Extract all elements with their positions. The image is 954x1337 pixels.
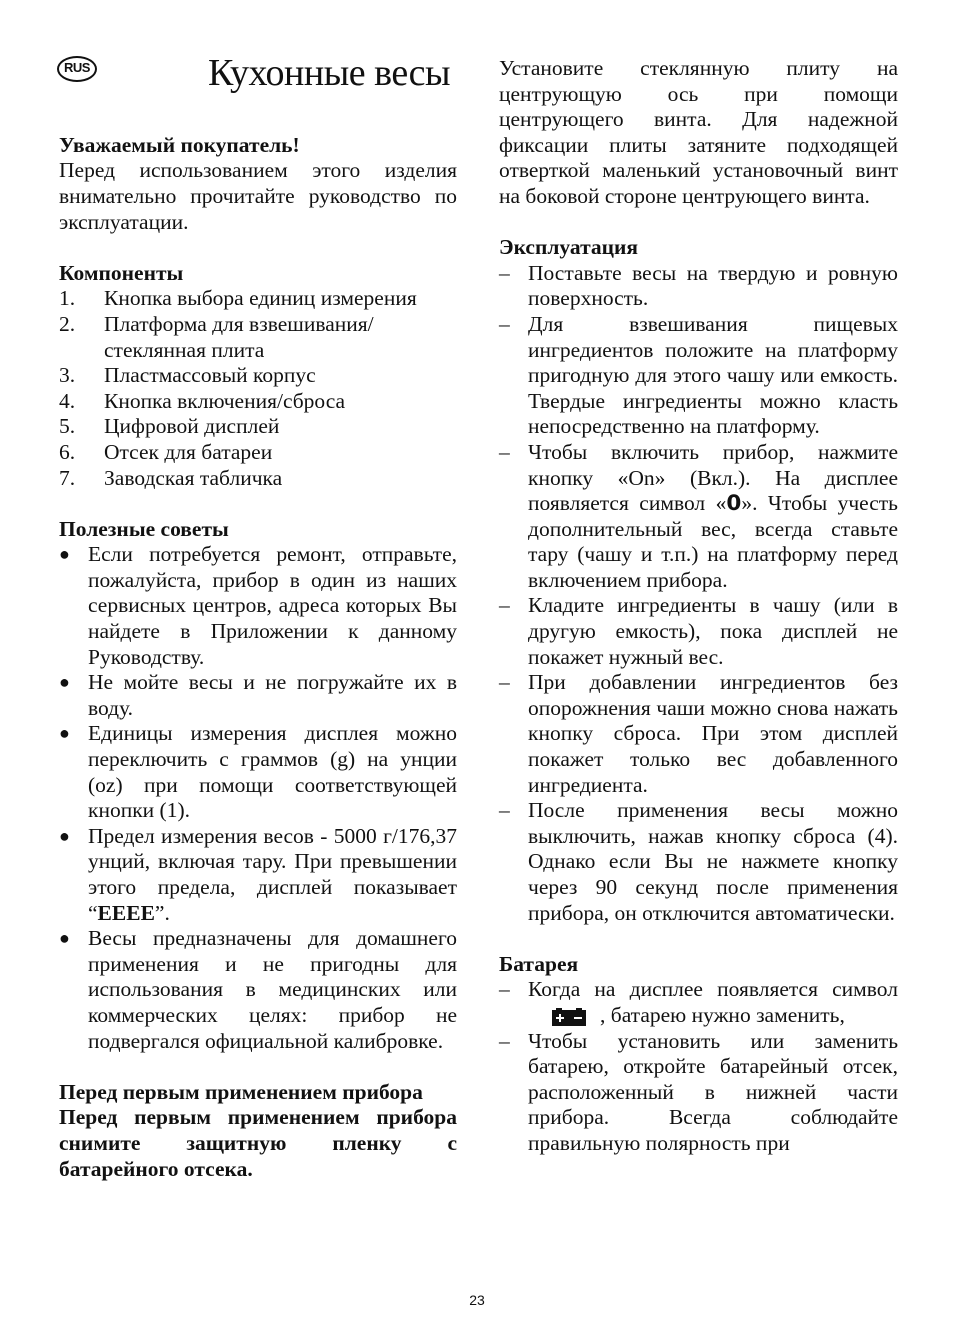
intro-heading: Уважаемый покупатель! [59,132,300,157]
list-item [59,721,457,823]
tips-heading: Полезные советы [59,516,229,541]
list-item [59,824,457,926]
list-item [499,1029,898,1157]
item-text: Весы предназначены для домашнего применения и не пригодны для использования в медицинских или коммерческих целях: прибор не подвергался официальной калибровке. [88,926,457,1053]
list-item [499,261,898,312]
item-text: После применения весы можно выключить, нажав кнопку сброса (4). Однако если Вы не нажмете кнопку через 90 секунд после применения прибора, он отключится автоматически. [528,798,898,925]
operation-list [499,261,898,926]
list-item [59,466,457,492]
item-text: Для взвешивания пищевых ингредиентов положите на платформу пригодную для этого чашу или емкость. Твердые ингредиенты можно класть непосредственно на платформу. [528,311,898,439]
item-number: 7. [59,465,76,490]
zero-symbol: 0 [726,491,742,517]
list-item [499,312,898,440]
intro-text: Перед использованием этого изделия внимательно прочитайте руководство по эксплуатации. [59,158,457,234]
dash-icon: – [499,670,510,695]
item-text: Пластмассовый корпус [104,363,316,388]
right-column [499,56,898,1157]
item-number: 4. [59,388,76,413]
bullet-icon: ● [59,544,70,565]
list-item [499,670,898,798]
list-item [59,286,457,312]
list-item [59,670,457,721]
list-item [499,440,898,594]
error-code: EEEE [97,900,155,925]
item-text: Если потребуется ремонт, отправьте, пожалуйста, прибор в один из наших сервисных центров, адреса которых Вы найдете в Приложении к данному Руководству. [88,542,457,669]
item-text: При добавлении ингредиентов без опорожнения чаши можно снова нажать кнопку сброса. При этом дисплей покажет только вес добавленного ингредиента. [528,670,898,797]
page-number: 23 [469,1292,485,1308]
dash-icon: – [499,593,510,618]
item-text: Кнопка включения/сброса [104,388,346,413]
item-text [528,977,898,1028]
item-text-part: ”. [154,900,170,925]
dash-icon: – [499,1028,510,1053]
item-text: Не мойте весы и не погружайте их в воду. [88,670,457,720]
components-list [59,286,457,491]
item-text: Отсек для батареи [104,439,273,464]
item-text-part: , батарею нужно заменить, [600,1002,845,1027]
item-text: Заводская табличка [104,465,283,490]
list-item [499,593,898,670]
item-text-part: Чтобы включить прибор, нажмите кнопку «On» (Вкл.). На дисплее появляется символ « [528,439,898,516]
page-title: Кухонные весы [208,52,451,94]
list-item [59,440,457,466]
battery-list [499,977,898,1156]
item-text: Цифровой дисплей [104,414,280,439]
before-first-use-text: Перед первым применением прибора снимите защитную пленку с батарейного отсека. [59,1105,457,1181]
list-item [499,798,898,926]
dash-icon: – [499,798,510,823]
list-item [59,363,457,389]
bullet-icon: ● [59,672,70,693]
list-item [59,389,457,415]
item-text-part: ». Чтобы учесть дополнительный вес, всегда ставьте тару (чашу и т.п.) на платформу перед включением прибора. [528,491,898,592]
dash-icon: – [499,439,510,464]
list-item [59,542,457,670]
item-text: Кнопка выбора единиц измерения [104,286,417,311]
operation-heading: Эксплуатация [499,235,639,260]
item-text-part: Когда на дисплее появляется символ [528,977,898,1002]
item-number: 1. [59,286,76,311]
language-badge: RUS [57,56,97,82]
item-number: 2. [59,311,76,336]
list-item [59,926,457,1054]
dash-icon: – [499,260,510,285]
before-first-use-heading: Перед первым применением прибора [59,1079,423,1104]
item-text [88,824,457,926]
item-text: Платформа для взвешивания/ стеклянная плита [104,311,374,362]
item-number: 3. [59,363,76,388]
dash-icon: – [499,311,510,336]
item-text: Кладите ингредиенты в чашу (или в другую емкость), пока дисплей не покажет нужный вес. [528,593,898,669]
list-item [59,312,457,363]
item-number: 6. [59,439,76,464]
dash-icon: – [499,977,510,1002]
right-intro-text: Установите стеклянную плиту на центрующую ось при помощи центрующего винта. Для надежной фиксации плиты затяните подходящей отверткой маленький установочный винт на боковой стороне центрующего винта. [499,56,898,208]
item-text: Единицы измерения дисплея можно переключить с граммов (g) на унции (oz) при помощи соответствующей кнопки (1). [88,721,457,823]
left-column [59,56,457,1182]
battery-icon [552,1008,586,1026]
item-text: Чтобы установить или заменить батарею, откройте батарейный отсек, расположенный в нижней части прибора. Всегда соблюдайте правильную полярность при [528,1028,898,1155]
item-text: Поставьте весы на твердую и ровную поверхность. [528,260,898,311]
bullet-icon: ● [59,825,70,846]
item-text-part: Предел измерения весов - 5000 г/176,37 унций, включая тару. При превышении этого предела, дисплей показывает “ [88,823,457,925]
battery-heading: Батарея [499,951,579,976]
item-text [528,440,898,594]
bullet-icon: ● [59,723,70,744]
tips-list [59,542,457,1054]
components-heading: Компоненты [59,260,184,285]
list-item [59,414,457,440]
bullet-icon: ● [59,928,70,949]
list-item [499,977,898,1028]
item-number: 5. [59,414,76,439]
